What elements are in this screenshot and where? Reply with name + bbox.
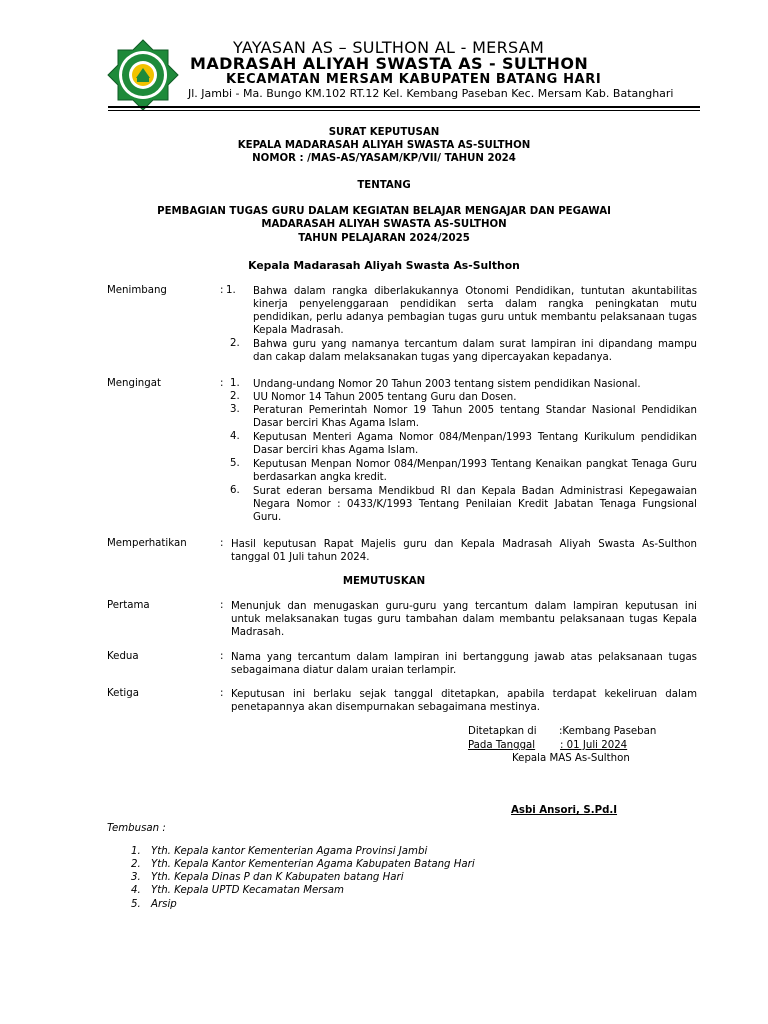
- pertama-label: Pertama: [107, 600, 150, 611]
- mengingat-item-5: Keputusan Menpan Nomor 084/Menpan/1993 Tentang Kenaikan pangkat Tenaga Guru berdasarkan angka kredit.: [253, 459, 697, 483]
- tembusan-num-5: 5.: [131, 899, 141, 910]
- tembusan-num-4: 4.: [131, 885, 141, 896]
- school-name: MADRASAH ALIYAH SWASTA AS - SULTHON: [190, 54, 589, 73]
- memperhatikan-label: Memperhatikan: [107, 538, 187, 549]
- tanggal-value: : 01 Juli 2024: [560, 740, 628, 751]
- school-address: Jl. Jambi - Ma. Bungo KM.102 RT.12 Kel. Kembang Paseban Kec. Mersam Kab. Batanghari: [188, 87, 674, 100]
- doc-number: NOMOR : /MAS-AS/YASAM/KP/VII/ TAHUN 2024: [252, 153, 516, 164]
- ketiga-text: Keputusan ini berlaku sejak tanggal ditetapkan, apabila terdapat kekeliruan dalam penetapannya akan disempurnakan sebagaimana mestinya.: [231, 689, 697, 713]
- doc-subject-2: MADARASAH ALIYAH SWASTA AS-SULTHON: [261, 219, 507, 230]
- memperhatikan-text: Hasil keputusan Rapat Majelis guru dan Kepala Madrasah Aliyah Swasta As-Sulthon tanggal 01 Juli tahun 2024.: [231, 539, 697, 563]
- menimbang-label: Menimbang: [107, 285, 167, 296]
- tembusan-item-1: Yth. Kepala kantor Kementerian Agama Provinsi Jambi: [151, 846, 428, 857]
- pertama-colon: :: [220, 600, 224, 611]
- header-rule-thin: [108, 110, 700, 111]
- ketiga-colon: :: [220, 688, 224, 699]
- mengingat-num-3: 3.: [230, 404, 240, 415]
- mengingat-num-1: 1.: [230, 378, 240, 389]
- doc-authority: Kepala Madarasah Aliyah Swasta As-Sulthon: [248, 259, 520, 272]
- mengingat-item-6: Surat ederan bersama Mendikbud RI dan Kepala Badan Administrasi Kepegawaian Negara Nomor : 0433/K/1993 Tentang Penilaian Kredit Jabatan Tenaga Fungsional Guru.: [253, 486, 697, 523]
- memutuskan-heading: MEMUTUSKAN: [342, 576, 426, 587]
- ketiga-label: Ketiga: [107, 688, 139, 699]
- mengingat-colon: :: [220, 378, 224, 389]
- tembusan-num-3: 3.: [131, 872, 141, 883]
- memperhatikan-colon: :: [220, 538, 224, 549]
- menimbang-colon: :: [220, 285, 224, 296]
- doc-issuer: KEPALA MADARASAH ALIYAH SWASTA AS-SULTHON: [237, 140, 531, 151]
- signature-name: Asbi Ansori, S.Pd.I: [511, 805, 618, 816]
- tembusan-num-2: 2.: [131, 859, 141, 870]
- mengingat-num-6: 6.: [230, 485, 240, 496]
- kedua-text: Nama yang tercantum dalam lampiran ini bertanggung jawab atas pelaksanaan tugas sebagaimana diatur dalam uraian terlampir.: [231, 652, 697, 676]
- doc-subject-1: PEMBAGIAN TUGAS GURU DALAM KEGIATAN BELAJAR MENGAJAR DAN PEGAWAI: [157, 206, 611, 217]
- tembusan-item-4: Yth. Kepala UPTD Kecamatan Mersam: [151, 885, 344, 896]
- mengingat-item-3: Peraturan Pemerintah Nomor 19 Tahun 2005 tentang Standar Nasional Pendidikan Dasar berciri Khas Agama Islam.: [253, 405, 697, 429]
- mengingat-item-2: UU Nomor 14 Tahun 2005 tentang Guru dan Dosen.: [253, 392, 517, 403]
- menimbang-num-1: 1.: [226, 285, 236, 296]
- tembusan-label: Tembusan :: [107, 823, 166, 834]
- mengingat-item-4: Keputusan Menteri Agama Nomor 084/Menpan/1993 Tentang Kurikulum pendidikan Dasar berciri khas Agama Islam.: [253, 432, 697, 456]
- ditetapkan-value: :Kembang Paseban: [559, 726, 657, 737]
- menimbang-num-2: 2.: [230, 338, 240, 349]
- mengingat-num-2: 2.: [230, 391, 240, 402]
- mengingat-num-4: 4.: [230, 431, 240, 442]
- ditetapkan-label: Ditetapkan di: [468, 726, 537, 737]
- tembusan-num-1: 1.: [131, 846, 141, 857]
- mengingat-item-1: Undang-undang Nomor 20 Tahun 2003 tentang sistem pendidikan Nasional.: [253, 379, 641, 390]
- madrasah-logo: [106, 38, 180, 112]
- menimbang-item-2: Bahwa guru yang namanya tercantum dalam surat lampiran ini dipandang mampu dan cakap dalam melaksanakan tugas yang dipercayakan kepadanya.: [253, 339, 697, 363]
- tanggal-label: Pada Tanggal: [468, 740, 536, 751]
- signature-position: Kepala MAS As-Sulthon: [512, 753, 630, 764]
- header-rule-thick: [108, 106, 700, 108]
- mengingat-label: Mengingat: [107, 378, 161, 389]
- district-name: KECAMATAN MERSAM KABUPATEN BATANG HARI: [226, 72, 602, 87]
- doc-title: SURAT KEPUTUSAN: [328, 127, 440, 138]
- tembusan-item-5: Arsip: [151, 899, 177, 910]
- kedua-colon: :: [220, 651, 224, 662]
- tembusan-item-3: Yth. Kepala Dinas P dan K Kabupaten batang Hari: [151, 872, 404, 883]
- doc-subject-3: TAHUN PELAJARAN 2024/2025: [298, 233, 470, 244]
- menimbang-item-1: Bahwa dalam rangka diberlakukannya Otonomi Pendidikan, tuntutan akuntabilitas kinerja penyelenggaraan pendidikan serta dalam rangka peningkatan mutu pendidikan, perlu adanya pembagian tugas guru untuk membantu pelaksanaan tugas Kepala Madrasah.: [253, 286, 697, 336]
- pertama-text: Menunjuk dan menugaskan guru-guru yang tercantum dalam lampiran keputusan ini untuk melaksanakan tugas guru tambahan dalam membantu pelaksanaan tugas Kepala Madrasah.: [231, 601, 697, 638]
- doc-tentang: TENTANG: [357, 180, 411, 191]
- tembusan-item-2: Yth. Kepala Kantor Kementerian Agama Kabupaten Batang Hari: [151, 859, 475, 870]
- foundation-name: YAYASAN AS – SULTHON AL - MERSAM: [233, 38, 545, 57]
- kedua-label: Kedua: [107, 651, 139, 662]
- mengingat-num-5: 5.: [230, 458, 240, 469]
